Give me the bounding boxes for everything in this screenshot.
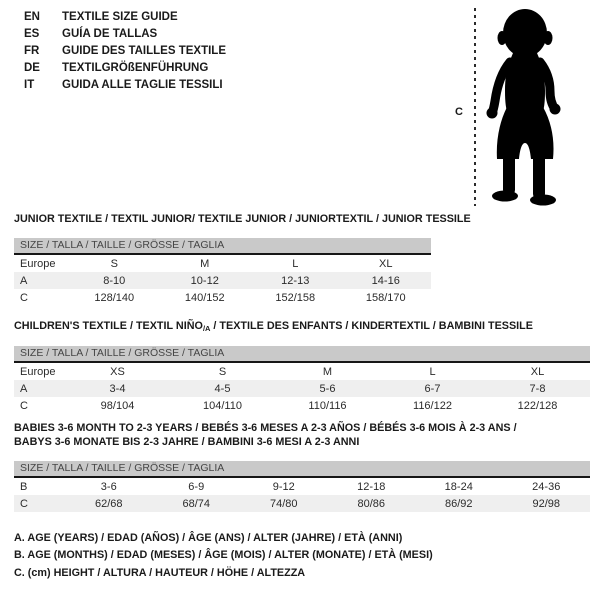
size-cell: L	[429, 365, 436, 378]
height-cell: 116/122	[413, 399, 452, 412]
guide-title-es: GUÍA DE TALLAS	[62, 28, 158, 40]
age-cell: 10-12	[190, 274, 219, 287]
legend-notes	[14, 530, 433, 582]
toddler-silhouette-icon	[479, 5, 571, 207]
guide-title-it: GUIDA ALLE TAGLIE TESSILI	[62, 79, 223, 91]
table-row	[14, 478, 590, 495]
junior-size-table	[14, 238, 431, 306]
age-cell: 8-10	[103, 274, 126, 287]
row-label: C	[20, 399, 28, 412]
age-cell: 6-7	[424, 382, 441, 395]
height-cell: 68/74	[182, 497, 211, 510]
row-label: Europe	[20, 365, 56, 378]
row-label: A	[20, 382, 28, 395]
height-cell: 122/128	[517, 399, 558, 412]
height-measure-label: C	[455, 106, 463, 118]
size-cell: S	[110, 257, 118, 270]
table-row	[14, 495, 590, 512]
age-cell: 4-5	[214, 382, 231, 395]
language-row-es	[24, 26, 226, 43]
height-cell: 80/86	[357, 497, 386, 510]
note-height-cm: C. (cm) HEIGHT / ALTURA / HAUTEUR / HÖHE / ALTEZZA	[14, 566, 306, 579]
junior-table	[14, 255, 431, 306]
age-cell: 5-6	[319, 382, 336, 395]
row-label: C	[20, 291, 28, 304]
height-cell: 152/158	[275, 291, 316, 304]
language-code: IT	[24, 79, 35, 91]
age-cell: 24-36	[532, 480, 561, 493]
table-row	[14, 397, 590, 414]
age-cell: 9-12	[272, 480, 295, 493]
language-title-list	[24, 9, 226, 94]
language-code: DE	[24, 62, 40, 74]
row-label: A	[20, 274, 28, 287]
age-cell: 3-4	[109, 382, 126, 395]
language-row-fr	[24, 43, 226, 60]
height-cell: 62/68	[94, 497, 123, 510]
guide-title-fr: GUIDE DES TAILLES TEXTILE	[62, 45, 226, 57]
children-title-text: / TEXTILE DES ENFANTS / KINDERTEXTIL / BAMBINI TESSILE	[210, 320, 533, 332]
size-cell: XL	[530, 365, 545, 378]
height-cell: 86/92	[444, 497, 473, 510]
note-age-years: A. AGE (YEARS) / EDAD (AÑOS) / ÂGE (ANS) / ALTER (JAHRE) / ETÀ (ANNI)	[14, 532, 403, 544]
language-code: ES	[24, 28, 40, 40]
table-row	[14, 255, 431, 272]
size-cell: L	[292, 257, 299, 270]
language-row-it	[24, 77, 226, 94]
language-code: EN	[24, 11, 40, 23]
size-header-bar: SIZE / TALLA / TAILLE / GRÖSSE / TAGLIA	[14, 346, 590, 363]
age-cell: 6-9	[188, 480, 205, 493]
children-size-table	[14, 346, 590, 414]
row-label: B	[20, 480, 28, 493]
children-section-title	[14, 320, 533, 336]
age-cell: 12-13	[281, 274, 310, 287]
age-cell: 3-6	[100, 480, 117, 493]
height-cell: 92/98	[532, 497, 561, 510]
babies-table	[14, 478, 590, 512]
children-table	[14, 363, 590, 414]
size-cell: XS	[110, 365, 125, 378]
babies-title-line-1: BABIES 3-6 MONTH TO 2-3 YEARS / BEBÉS 3-6 MESES A 2-3 AÑOS / BÉBÉS 3-6 MOIS À 2-3 ANS /	[14, 422, 517, 434]
age-cell: 12-18	[357, 480, 386, 493]
junior-section-title: JUNIOR TEXTILE / TEXTIL JUNIOR/ TEXTILE JUNIOR / JUNIORTEXTIL / JUNIOR TESSILE	[14, 213, 471, 225]
age-cell: 7-8	[529, 382, 546, 395]
guide-title-de: TEXTILGRÖßENFÜHRUNG	[62, 62, 209, 74]
height-cell: 98/104	[100, 399, 135, 412]
table-row	[14, 272, 431, 289]
children-title-subscript: /A	[202, 324, 211, 333]
height-cell: 104/110	[203, 399, 242, 412]
language-row-en	[24, 9, 226, 26]
height-cell: 158/170	[365, 291, 406, 304]
size-header-bar: SIZE / TALLA / TAILLE / GRÖSSE / TAGLIA	[14, 238, 431, 255]
table-row	[14, 289, 431, 306]
height-measure-dotted-line	[474, 8, 476, 206]
size-cell: M	[322, 365, 333, 378]
table-row	[14, 380, 590, 397]
language-row-de	[24, 60, 226, 77]
age-cell: 14-16	[371, 274, 400, 287]
language-code: FR	[24, 45, 40, 57]
size-cell: XL	[379, 257, 393, 270]
table-row	[14, 363, 590, 380]
height-cell: 140/152	[184, 291, 225, 304]
row-label: C	[20, 497, 28, 510]
row-label: Europe	[20, 257, 56, 270]
height-cell: 74/80	[269, 497, 298, 510]
size-cell: S	[218, 365, 227, 378]
height-cell: 128/140	[94, 291, 135, 304]
size-header-bar: SIZE / TALLA / TAILLE / GRÖSSE / TAGLIA	[14, 461, 590, 478]
size-cell: M	[200, 257, 210, 270]
age-cell: 18-24	[444, 480, 473, 493]
guide-title-en: TEXTILE SIZE GUIDE	[62, 11, 178, 23]
height-cell: 110/116	[308, 399, 347, 412]
note-age-months: B. AGE (MONTHS) / EDAD (MESES) / ÂGE (MOIS) / ALTER (MONATE) / ETÀ (MESI)	[14, 549, 433, 562]
babies-section-title	[14, 422, 517, 449]
babies-title-line-2: BABYS 3-6 MONATE BIS 2-3 JAHRE / BAMBINI 3-6 MESI A 2-3 ANNI	[14, 435, 360, 448]
babies-size-table	[14, 461, 590, 512]
children-title-text: CHILDREN'S TEXTILE / TEXTIL NIÑO	[14, 320, 203, 332]
